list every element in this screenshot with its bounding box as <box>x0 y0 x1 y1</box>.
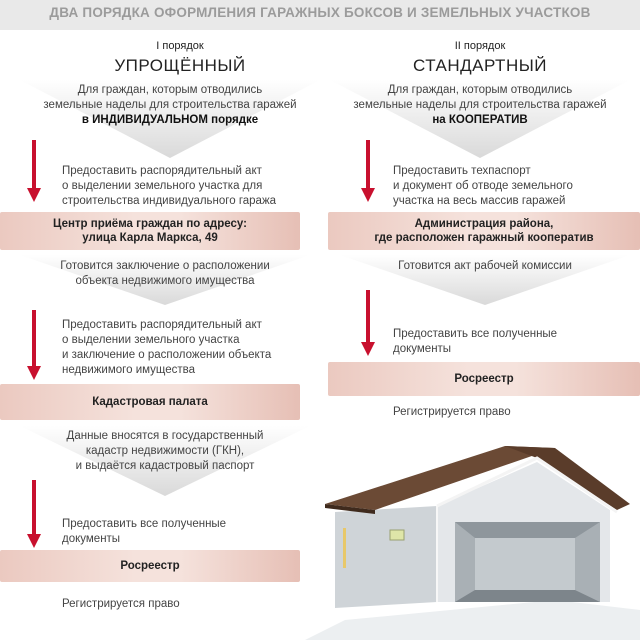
right-step-line: участка на весь массив гаражей <box>393 195 566 207</box>
left-step-line: о выделении земельного участка <box>62 334 240 346</box>
left-note-3: Регистрируется право <box>62 598 180 610</box>
left-bar-cadastre <box>0 384 300 420</box>
left-order-label: I порядок <box>156 40 204 52</box>
left-step-line: документы <box>62 533 121 545</box>
garage-window <box>390 530 404 540</box>
left-arrow-3 <box>27 480 41 548</box>
left-step-line: и заключение о расположении объекта <box>62 349 272 361</box>
right-step-line: Предоставить все полученные <box>393 328 558 340</box>
left-bar-line: Центр приёма граждан по адресу: <box>53 218 247 230</box>
left-bar-center <box>0 212 300 250</box>
left-note-line: кадастр недвижимости (ГКН), <box>85 445 245 457</box>
garage-illustration <box>305 440 640 640</box>
right-step-line: и документ об отводе земельного <box>393 180 573 192</box>
right-bar-administration <box>328 212 640 250</box>
left-column-header <box>60 40 300 76</box>
left-note-line: объекта недвижимого имущества <box>75 275 255 287</box>
garage-side-wall <box>335 506 437 608</box>
left-arrow-1 <box>27 140 41 202</box>
garage-floor <box>455 590 600 602</box>
left-bar-line: улица Карла Маркса, 49 <box>82 232 218 244</box>
left-step-line: Предоставить распорядительный акт <box>62 165 262 177</box>
right-step-2 <box>393 327 633 357</box>
right-order-name: СТАНДАРТНЫЙ <box>412 56 547 75</box>
left-intro-line: земельные наделы для строительства гаражей <box>43 99 297 111</box>
right-step-line: документы <box>393 343 452 355</box>
left-bar-rosreestr <box>0 550 300 582</box>
garage-post <box>343 528 346 568</box>
left-note-line: и выдаётся кадастровый паспорт <box>75 460 255 472</box>
left-step-line: Предоставить распорядительный акт <box>62 319 262 331</box>
left-step-line: Предоставить все полученные <box>62 518 227 530</box>
left-step-line: о выделении земельного участка для <box>62 180 263 192</box>
right-note-2: Регистрируется право <box>393 406 511 418</box>
left-order-name: УПРОЩЁННЫЙ <box>114 56 246 75</box>
right-order-label: II порядок <box>454 40 506 52</box>
page-title: ДВА ПОРЯДКА ОФОРМЛЕНИЯ ГАРАЖНЫХ БОКСОВ И ЗЕМЕЛЬНЫХ УЧАСТКОВ <box>49 5 591 20</box>
right-bar-label: Росреестр <box>454 373 514 385</box>
left-step-2 <box>62 318 307 378</box>
left-note-line: Данные вносятся в государственный <box>66 430 264 442</box>
right-intro-line: земельные наделы для строительства гаражей <box>353 99 607 111</box>
right-arrow-1 <box>361 140 375 202</box>
right-note-1: Готовится акт рабочей комиссии <box>398 260 572 272</box>
left-step-3 <box>62 517 307 547</box>
right-arrow-2 <box>361 290 375 356</box>
left-bar-label: Росреестр <box>120 560 180 572</box>
left-bar-label: Кадастровая палата <box>92 396 208 408</box>
right-bar-line: Администрация района, <box>414 218 554 230</box>
left-step-line: недвижимого имущества <box>62 364 196 376</box>
left-intro-line: Для граждан, которым отводились <box>77 84 263 96</box>
left-note-line: Готовится заключение о расположении <box>60 260 270 272</box>
right-intro-text <box>320 83 640 128</box>
left-intro-text <box>10 83 330 128</box>
right-column-header <box>355 40 605 76</box>
right-intro-bold: на КООПЕРАТИВ <box>432 114 528 126</box>
right-intro-line: Для граждан, которым отводились <box>387 84 573 96</box>
right-bar-line: где расположен гаражный кооператив <box>374 232 594 244</box>
right-bar-rosreestr <box>328 362 640 396</box>
left-intro-bold: в ИНДИВИДУАЛЬНОМ порядке <box>81 114 259 126</box>
right-step-line: Предоставить техпаспорт <box>393 165 531 177</box>
left-step-line: строительства индивидуального гаража <box>62 195 277 207</box>
left-note-1 <box>25 259 305 289</box>
left-arrow-2 <box>27 310 41 380</box>
left-note-2 <box>25 429 305 474</box>
left-step-1 <box>62 164 307 209</box>
right-step-1 <box>393 164 633 209</box>
